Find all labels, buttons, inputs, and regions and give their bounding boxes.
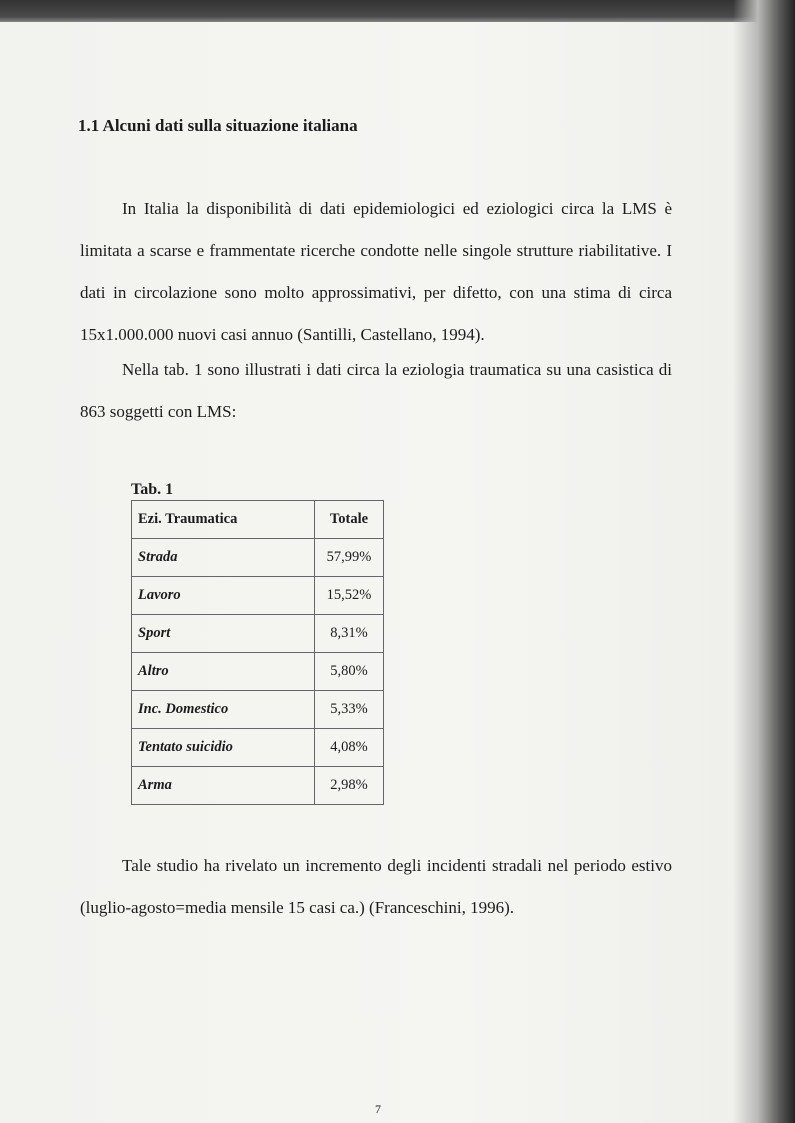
row-total: 15,52% xyxy=(315,577,384,615)
table-header-row xyxy=(132,501,384,539)
etiology-table xyxy=(131,500,384,805)
row-category: Altro xyxy=(132,653,315,691)
row-category: Lavoro xyxy=(132,577,315,615)
conclusion-paragraph: Tale studio ha rivelato un incremento degli incidenti stradali nel periodo estivo (luglio-agosto=media mensile 15 casi ca.) (Franceschini, 1996). xyxy=(80,856,672,917)
row-total: 5,80% xyxy=(315,653,384,691)
table-row xyxy=(132,539,384,577)
table-row xyxy=(132,729,384,767)
row-total: 57,99% xyxy=(315,539,384,577)
row-category: Sport xyxy=(132,615,315,653)
header-category: Ezi. Traumatica xyxy=(132,501,315,539)
row-total: 8,31% xyxy=(315,615,384,653)
table-row xyxy=(132,615,384,653)
intro-paragraph: In Italia la disponibilità di dati epidemiologici ed eziologici circa la LMS è limitata a scarse e frammentate ricerche condotte nelle singole strutture riabilitative. I dati in circolazione sono molto approssimativi, per difetto, con una stima di circa 15x1.000.000 nuovi casi annuo (Santilli, Castellano, 1994). xyxy=(80,199,672,344)
row-total: 4,08% xyxy=(315,729,384,767)
row-category: Tentato suicidio xyxy=(132,729,315,767)
header-total: Totale xyxy=(315,501,384,539)
page-number: 7 xyxy=(375,1102,381,1116)
row-total: 5,33% xyxy=(315,691,384,729)
table-intro-paragraph: Nella tab. 1 sono illustrati i dati circa la eziologia traumatica su una casistica di 863 soggetti con LMS: xyxy=(80,360,672,421)
row-category: Inc. Domestico xyxy=(132,691,315,729)
row-category: Strada xyxy=(132,539,315,577)
section-heading: 1.1 Alcuni dati sulla situazione italiana xyxy=(78,116,358,135)
table-row xyxy=(132,691,384,729)
table-row xyxy=(132,767,384,805)
scan-binding-shadow xyxy=(733,0,795,1123)
table-caption: Tab. 1 xyxy=(131,481,174,498)
row-total: 2,98% xyxy=(315,767,384,805)
row-category: Arma xyxy=(132,767,315,805)
table-row xyxy=(132,577,384,615)
table-row xyxy=(132,653,384,691)
